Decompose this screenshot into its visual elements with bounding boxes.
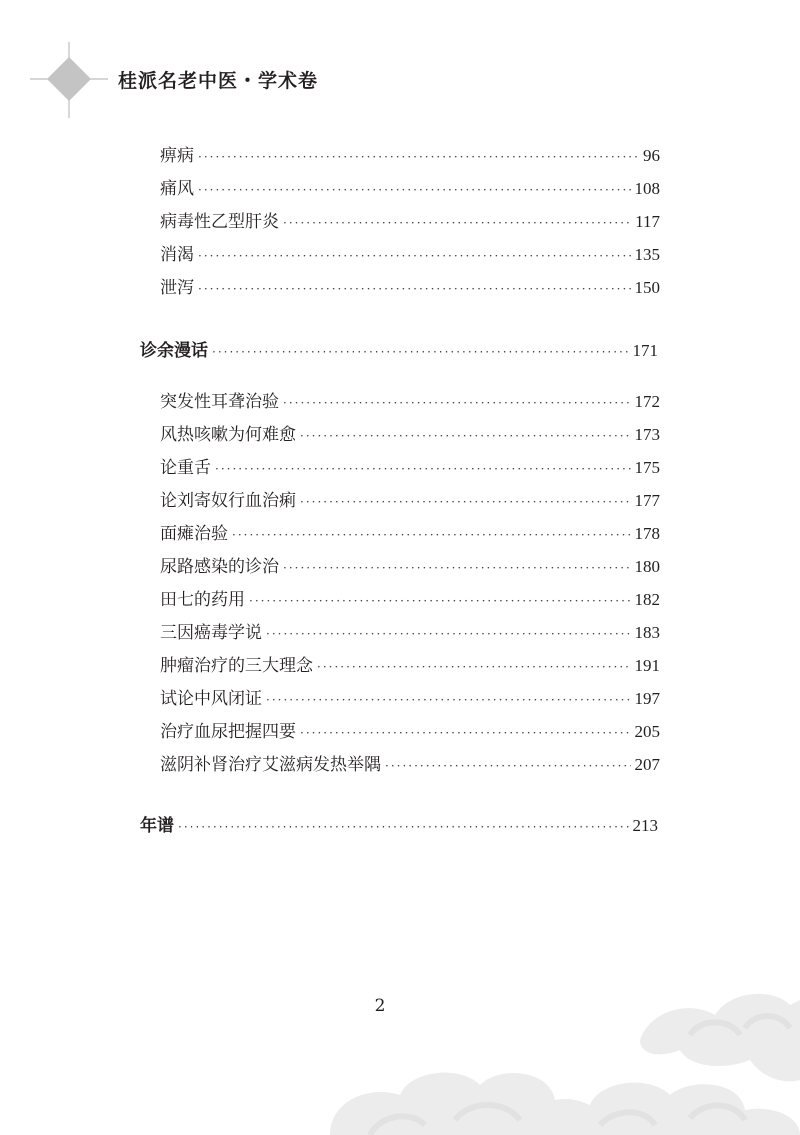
toc-dot-leader [283,555,631,581]
book-series-title: 桂派名老中医・学术卷 [118,70,319,92]
toc-entry-page: 96 [643,146,660,165]
toc-entry-page: 197 [634,689,660,708]
toc-entry[interactable] [160,143,660,169]
toc-entry-page: 180 [634,557,660,576]
toc-entry-title: 滋阴补肾治疗艾滋病发热举隅 [160,755,381,775]
toc-dot-leader [198,243,631,269]
toc-dot-leader [317,654,631,680]
toc-entry[interactable] [160,620,660,646]
toc-dot-leader [212,339,629,365]
toc-entry-title: 痹病 [160,146,194,166]
toc-entry-title: 消渴 [160,245,194,265]
toc-entry-title: 论重舌 [160,458,211,478]
toc-entry[interactable] [160,587,660,613]
toc-dot-leader [283,390,631,416]
toc-dot-leader [198,177,631,203]
toc-entry[interactable] [160,488,660,514]
toc-entry-page: 108 [634,179,660,198]
toc-entry-page: 177 [634,491,660,510]
toc-dot-leader [215,456,631,482]
toc-section-heading[interactable] [140,338,658,364]
toc-entry-page: 183 [634,623,660,642]
toc-entry[interactable] [160,275,660,301]
toc-entry-page: 178 [634,524,660,543]
toc-entry-title: 痛风 [160,179,194,199]
toc-entry-title: 面瘫治验 [160,524,228,544]
toc-entry[interactable] [160,554,660,580]
toc-dot-leader [232,522,631,548]
toc-dot-leader [300,423,631,449]
toc-dot-leader [385,753,631,779]
toc-entry-page: 182 [634,590,660,609]
toc-entry[interactable] [160,209,660,235]
toc-dot-leader [266,687,631,713]
toc-section-page: 213 [632,816,658,835]
toc-entry[interactable] [160,752,660,778]
toc-entry-page: 150 [634,278,660,297]
toc-entry-title: 治疗血尿把握四要 [160,722,296,742]
page-number: 2 [374,996,386,1016]
toc-dot-leader [178,814,629,840]
toc-entry-title: 田七的药用 [160,590,245,610]
toc-entry-page: 207 [634,755,660,774]
toc-entry-page: 205 [634,722,660,741]
toc-dot-leader [198,144,639,170]
toc-entry-page: 135 [634,245,660,264]
toc-entry-title: 肿瘤治疗的三大理念 [160,656,313,676]
toc-entry[interactable] [160,686,660,712]
toc-dot-leader [198,276,631,302]
toc-entry[interactable] [160,653,660,679]
toc-dot-leader [300,720,631,746]
toc-entry-title: 病毒性乙型肝炎 [160,212,279,232]
toc-entry[interactable] [160,242,660,268]
toc-entry-title: 论刘寄奴行血治痢 [160,491,296,511]
toc-section-heading[interactable] [140,813,658,839]
toc-entry[interactable] [160,455,660,481]
toc-dot-leader [300,489,631,515]
toc-entry-title: 尿路感染的诊治 [160,557,279,577]
toc-section-title: 年谱 [140,816,174,836]
toc-dot-leader [249,588,631,614]
toc-entry[interactable] [160,176,660,202]
toc-section-title: 诊余漫话 [140,341,208,361]
toc-entry[interactable] [160,521,660,547]
toc-entry-title: 三因癌毒学说 [160,623,262,643]
toc-entry-page: 175 [634,458,660,477]
toc-entry-page: 117 [635,212,660,231]
toc-section-page: 171 [632,341,658,360]
toc-entry-page: 172 [634,392,660,411]
toc-entry-title: 风热咳嗽为何难愈 [160,425,296,445]
toc-dot-leader [266,621,631,647]
toc-dot-leader [283,210,631,236]
toc-entry[interactable] [160,719,660,745]
toc-entry[interactable] [160,389,660,415]
toc-entry-title: 突发性耳聋治验 [160,392,279,412]
toc-entry-title: 试论中风闭证 [160,689,262,709]
toc-entry-page: 173 [634,425,660,444]
toc-entry-page: 191 [634,656,660,675]
toc-entry-title: 泄泻 [160,278,194,298]
toc-entry[interactable] [160,422,660,448]
